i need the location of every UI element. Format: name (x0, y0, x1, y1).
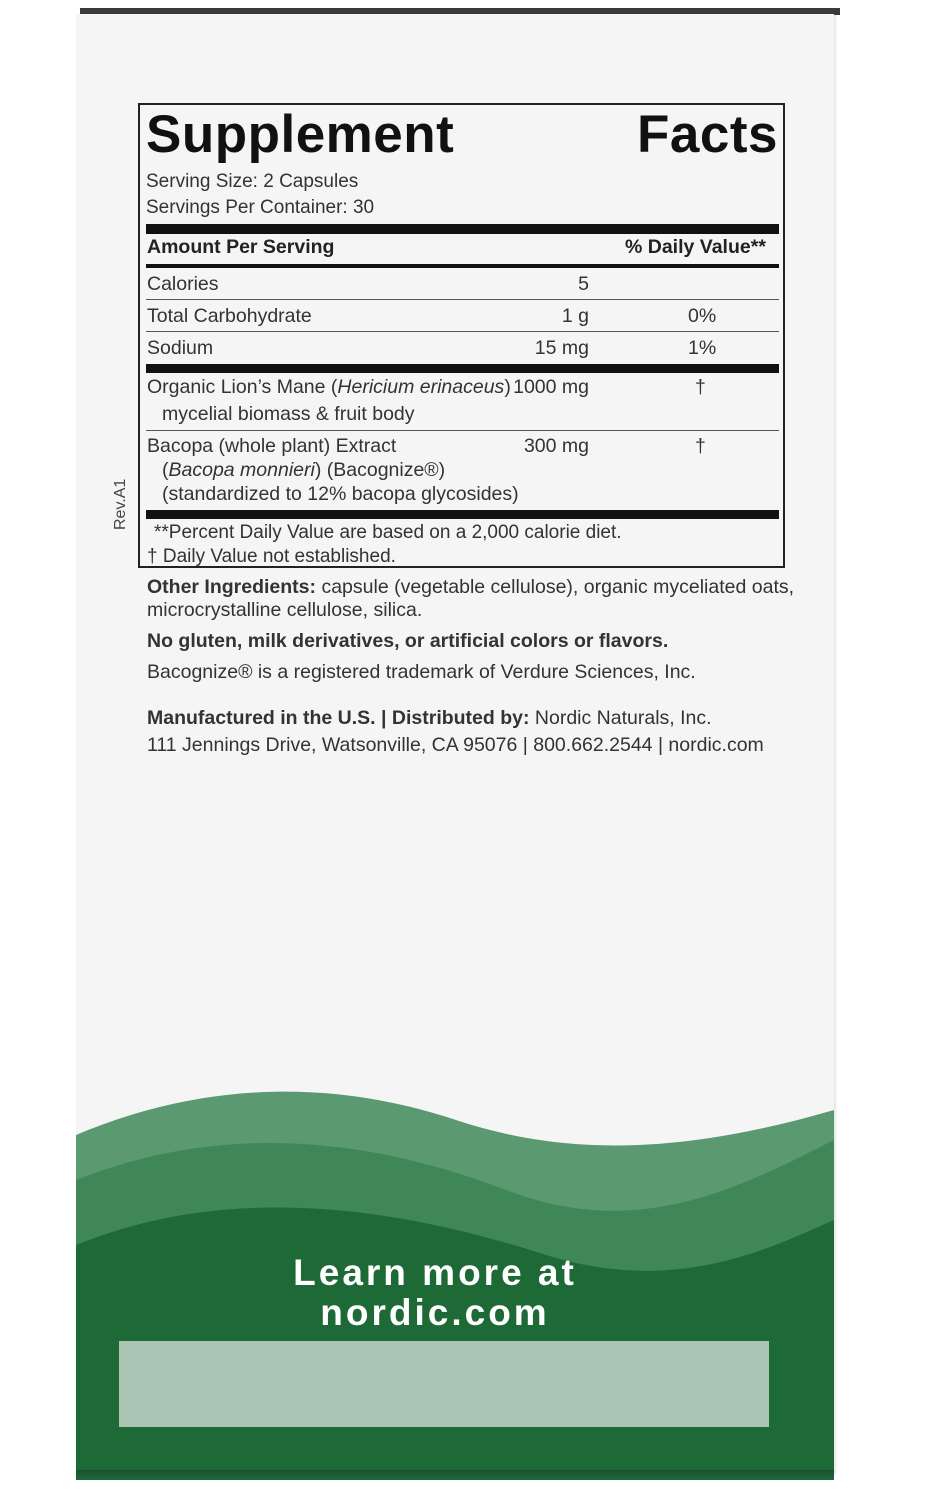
thick-rule (146, 364, 779, 373)
footnote-percent-daily-value: **Percent Daily Value are based on a 2,000 calorie diet. (154, 522, 622, 543)
other-ingredients-line2: microcrystalline cellulose, silica. (147, 599, 423, 621)
bacopa-amount: 300 mg (523, 435, 589, 457)
row-carbohydrate-name: Total Carbohydrate (147, 305, 312, 327)
row-sodium-amount: 15 mg (534, 337, 589, 359)
servings-per-container: Servings Per Container: 30 (146, 197, 375, 218)
supplement-facts-panel (138, 103, 785, 568)
lions-mane-amount: 1000 mg (513, 376, 589, 398)
medium-rule (146, 264, 779, 268)
title-word-supplement: Supplement (146, 105, 455, 164)
bacopa-standardization: (standardized to 12% bacopa glycosides) (162, 483, 519, 505)
header-daily-value: % Daily Value** (625, 236, 766, 258)
bacopa-dv: † (695, 435, 706, 457)
manufacturer-address: 111 Jennings Drive, Watsonville, CA 95076 | 800.662.2544 | nordic.com (147, 734, 764, 756)
header-amount-per-serving: Amount Per Serving (147, 236, 335, 258)
lions-mane-description: mycelial biomass & fruit body (162, 403, 415, 425)
learn-more-text (220, 1253, 650, 1333)
thick-rule (146, 510, 779, 519)
manufacturer-line: Manufactured in the U.S. | Distributed by: Nordic Naturals, Inc. (147, 707, 712, 729)
learn-more-line1: Learn more at (293, 1252, 577, 1293)
lions-mane-name: Organic Lion’s Mane (Hericium erinaceus) (147, 376, 511, 398)
learn-more-line2: nordic.com (320, 1292, 550, 1333)
row-sodium-name: Sodium (147, 337, 214, 359)
row-divider (146, 299, 779, 300)
other-ingredients-line1: Other Ingredients: capsule (vegetable cellulose), organic myceliated oats, (147, 576, 795, 598)
row-sodium-dv: 1% (688, 337, 717, 359)
row-calories-amount: 5 (578, 273, 589, 295)
lions-mane-dv: † (695, 376, 706, 398)
trademark-notice: Bacognize® is a registered trademark of Verdure Sciences, Inc. (147, 661, 696, 683)
facts-title (146, 105, 778, 165)
footnote-dv-not-established: † Daily Value not established. (147, 546, 396, 567)
title-word-facts: Facts (637, 105, 778, 164)
row-calories-name: Calories (147, 273, 219, 295)
row-carbohydrate-dv: 0% (688, 305, 717, 327)
panel-bottom-shadow (76, 1470, 834, 1480)
row-divider (146, 331, 779, 332)
serving-size: Serving Size: 2 Capsules (146, 171, 359, 192)
row-divider (146, 430, 779, 431)
row-carbohydrate-amount: 1 g (561, 305, 589, 327)
bacopa-name: Bacopa (whole plant) Extract (147, 435, 397, 457)
bacopa-latin: (Bacopa monnieri) (Bacognize®) (162, 459, 446, 481)
revision-code: Rev.A1 (112, 478, 129, 530)
allergen-statement: No gluten, milk derivatives, or artificial colors or flavors. (147, 630, 669, 652)
thick-rule (146, 224, 779, 234)
blank-sticker-area (119, 1341, 769, 1427)
